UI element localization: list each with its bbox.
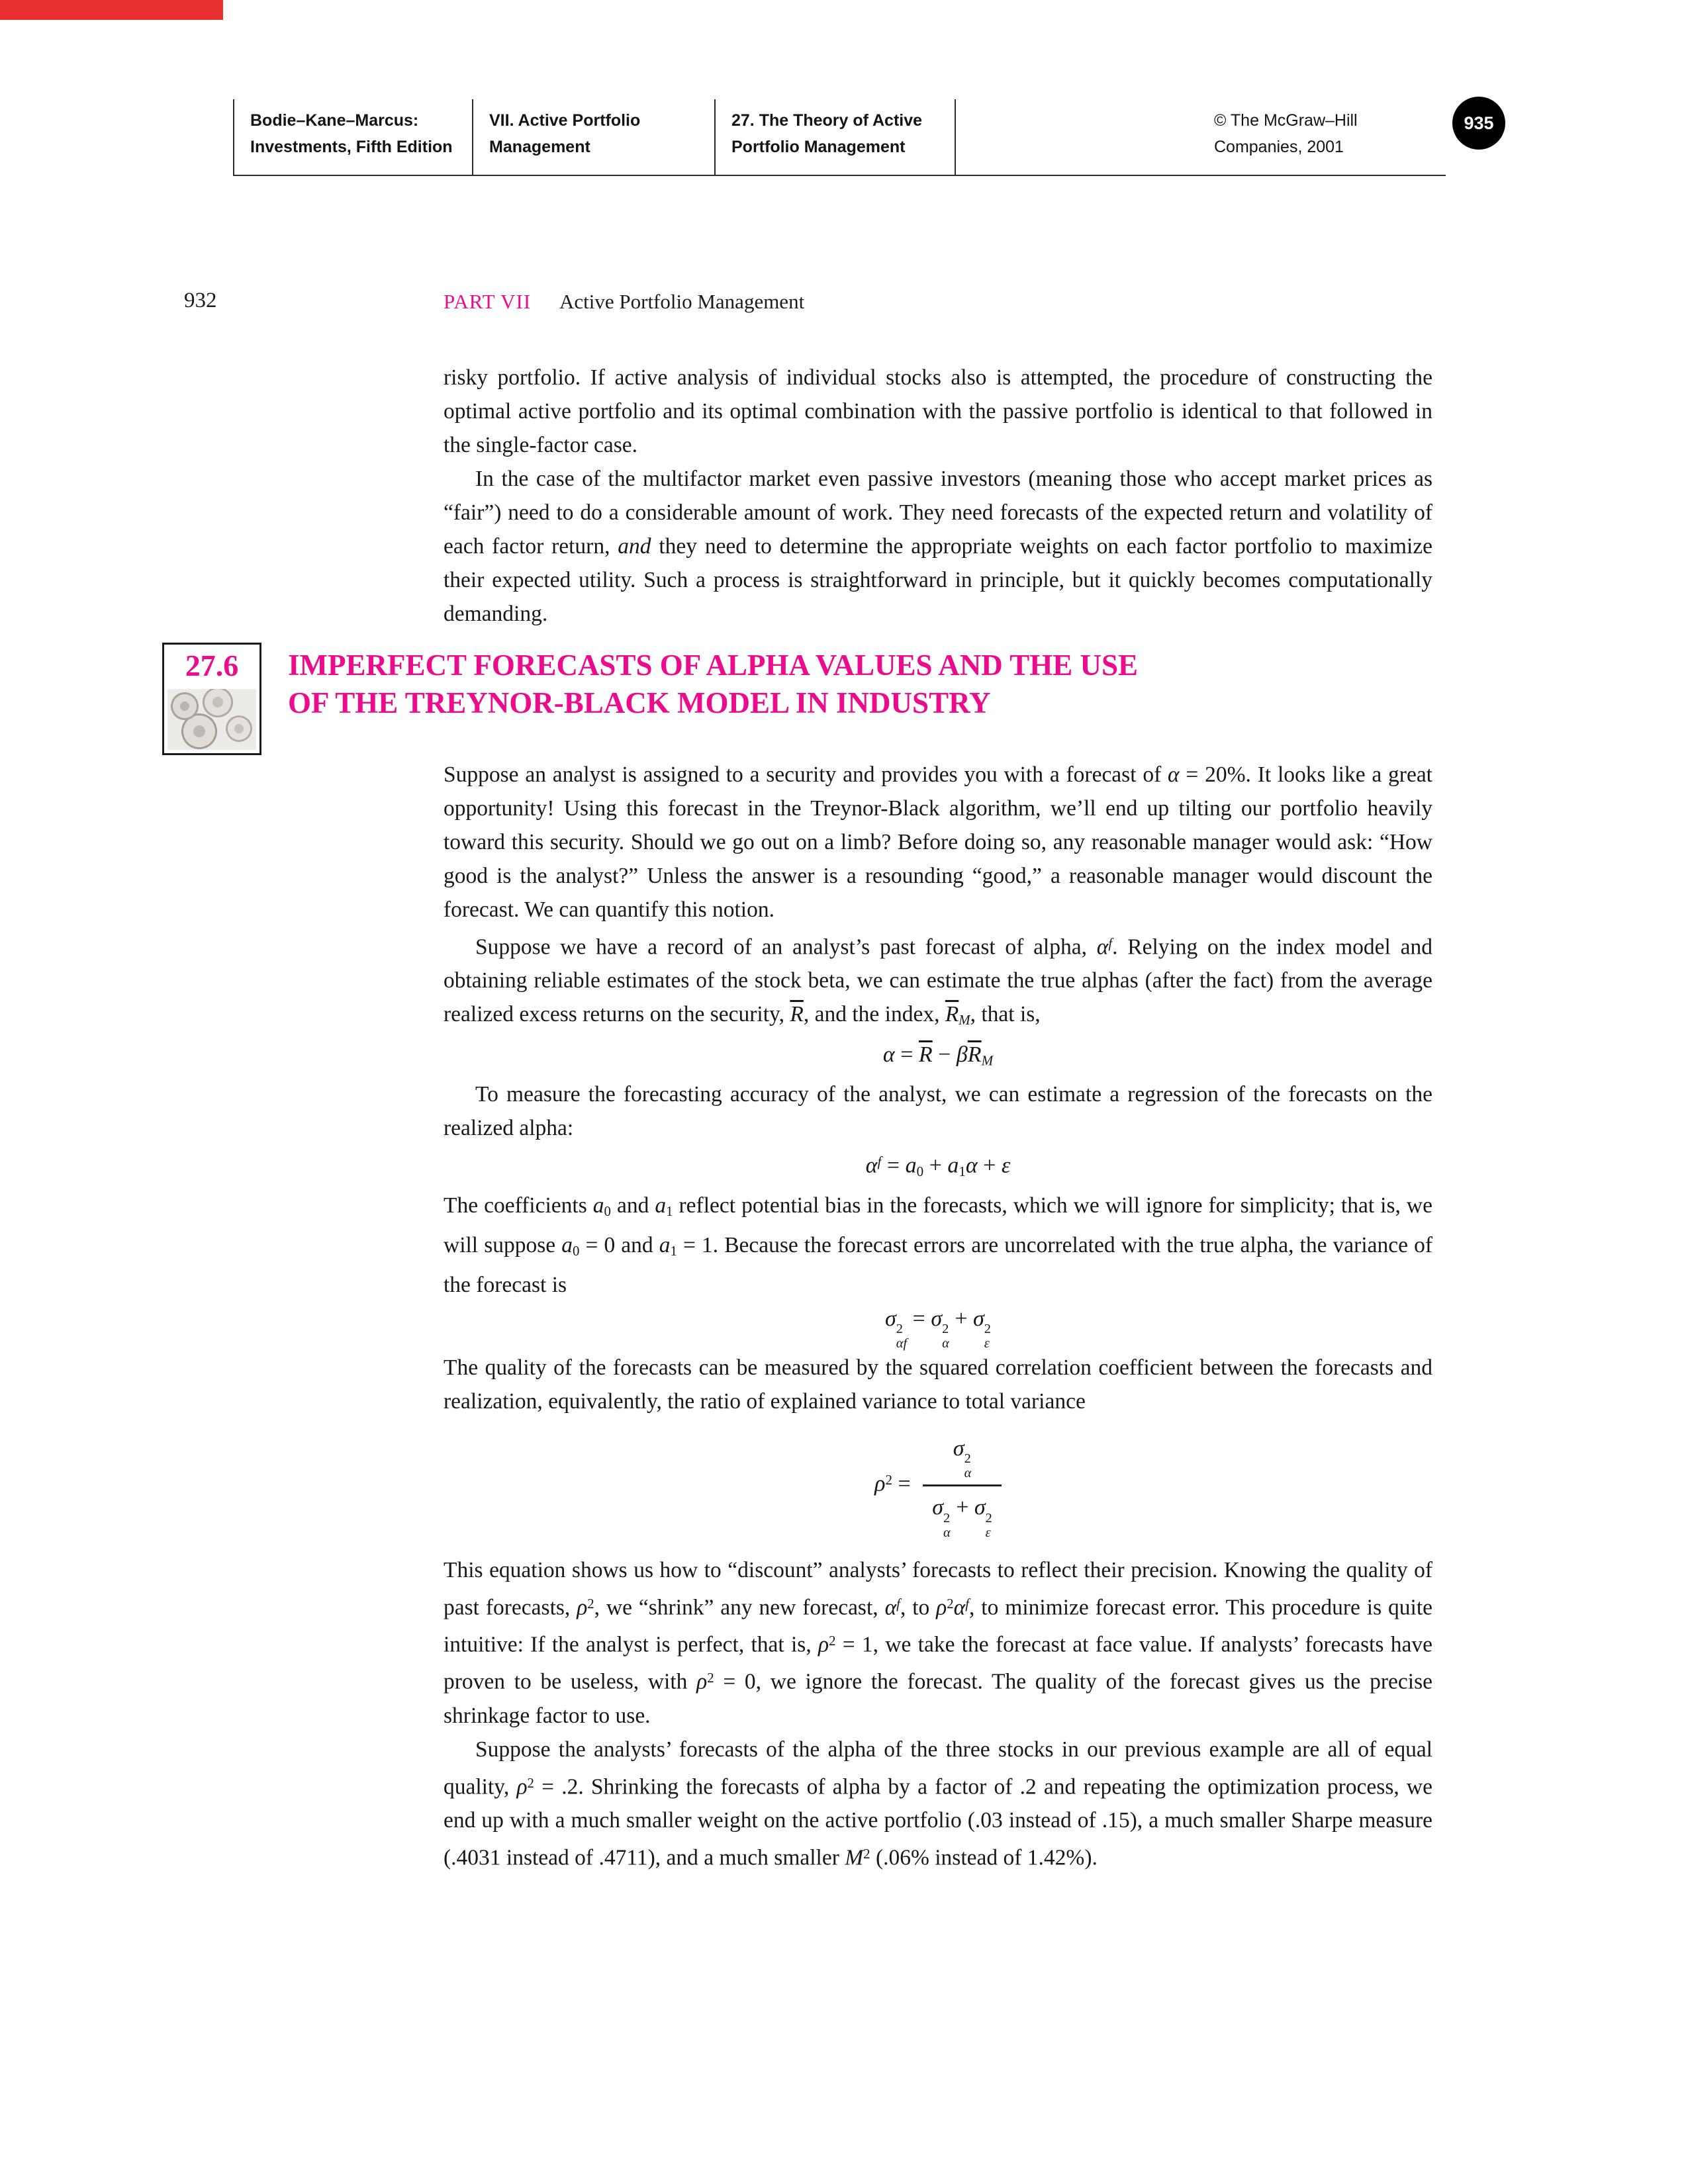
section-heading-27-6 bbox=[185, 647, 1432, 755]
paragraph-coefficients: The coefficients a0 and a1 reflect potential bias in the forecasts, which we will ignore for simplicity; that is, we will suppose a0 = 0 and a1 = 1. Because the forecast errors are uncorrelated with the true alpha, the variance of the forecast is bbox=[444, 1193, 1432, 1297]
print-page-number-badge bbox=[1452, 97, 1505, 150]
paragraph-analyst-forecast: Suppose an analyst is assigned to a security and provides you with a forecast of α = 20%. It looks like a great opportunity! Using this forecast in the Treynor-Black algorithm, we’ll end up tilting our portfolio heavily toward this security. Should we go out on a limb? Before doing so, any reasonable manager would ask: “How good is the analyst?” Unless the answer is a resounding “good,” a reasonable manager would discount the forecast. We can quantify this notion. bbox=[444, 762, 1432, 922]
copyright-notice bbox=[955, 99, 1446, 175]
copyright-line1: © The McGraw–Hill bbox=[1214, 111, 1358, 130]
running-head-part-title: Active Portfolio Management bbox=[559, 290, 805, 313]
chapter-citation bbox=[714, 99, 955, 175]
section-number-box bbox=[162, 643, 261, 755]
part-citation bbox=[472, 99, 714, 175]
copyright-line2: Companies, 2001 bbox=[1214, 138, 1344, 156]
paragraph-equal-quality: Suppose the analysts’ forecasts of the alpha of the three stocks in our previous example are all of equal quality, $\rho^2 = .2$. Shrinking the forecasts of alpha by a factor of .2 and repeating the optimization process, we end up with a much smaller weight on the active portfolio (.03 instead of .15), a much smaller Sharpe measure (.4031 instead of .4711), and a much smaller $M^2$ (.06% instead of 1.42%). bbox=[444, 1737, 1432, 1870]
part-citation-line2: Management bbox=[489, 138, 590, 156]
book-citation-line1: Bodie–Kane–Marcus: bbox=[250, 111, 419, 130]
paragraph-forecast-record: Suppose we have a record of an analyst’s past forecast of alpha, $\alpha^f$. Relying on the index model and obtaining reliable estimates of the stock beta, we can estimate the true alphas (after the fact) from the average realized excess returns on the security, $\overline{R}$, and the index, $\overline{R}M$, that is, bbox=[444, 934, 1432, 1028]
chapter-citation-line2: Portfolio Management bbox=[731, 138, 906, 156]
publication-header bbox=[233, 99, 1446, 176]
formula-alpha-realized: $\alpha = \overline{R} - \beta\overline{R}M$ bbox=[882, 1042, 994, 1068]
body-text-column bbox=[185, 361, 1432, 1874]
print-page-number: 935 bbox=[1464, 113, 1494, 133]
section-number: 27.6 bbox=[185, 649, 239, 682]
paragraph-discount-forecasts: This equation shows us how to “discount” analysts’ forecasts to reflect their precision. Knowing the quality of past forecasts, $\rho^2$, we “shrink” any new forecast, $\alpha^f$, to $\rho^2\alpha^f$, to minimize forecast error. This procedure is quite intuitive: If the analyst is perfect, that is, $\rho^2 = 1$, we take the forecast at face value. If analysts’ forecasts have proven to be useless, with $\rho^2 = 0$, we ignore the forecast. The quality of the forecast gives us the precise shrinkage factor to use. bbox=[444, 1557, 1432, 1728]
chapter-citation-line1: 27. The Theory of Active bbox=[731, 111, 923, 130]
formula-rho-squared: $\rho^2$ = σ 2 α σ 2 α + σ 2 ε bbox=[444, 1432, 1432, 1540]
folio-number: 932 bbox=[184, 289, 217, 312]
paragraph-forecast-quality: The quality of the forecasts can be measured by the squared correlation coefficient between the forecasts and realization, equivalently, the ratio of explained variance to total variance bbox=[444, 1355, 1432, 1414]
section-title-line2: OF THE TREYNOR-BLACK MODEL IN INDUSTRY bbox=[288, 686, 991, 719]
paragraph-risky-portfolio: risky portfolio. If active analysis of individual stocks also is attempted, the procedure of constructing the optimal active portfolio and its optimal combination with the passive portfolio is identical to that followed in the single-factor case. bbox=[444, 365, 1432, 457]
section-title-line1: IMPERFECT FORECASTS OF ALPHA VALUES AND THE USE bbox=[288, 649, 1139, 682]
paragraph-measure-accuracy: To measure the forecasting accuracy of the analyst, we can estimate a regression of the forecasts on the realized alpha: bbox=[444, 1081, 1432, 1140]
book-citation-line2: Investments, Fifth Edition bbox=[250, 138, 453, 156]
formula-forecast-regression: $\alpha^f = a0 + a1\alpha + \varepsilon$ bbox=[865, 1153, 1011, 1179]
part-citation-line1: VII. Active Portfolio bbox=[489, 111, 641, 130]
scan-red-bar bbox=[0, 0, 223, 20]
coins-photo bbox=[167, 689, 256, 750]
formula-forecast-variance: σ 2 αf = σ 2 α + σ 2 ε bbox=[885, 1306, 991, 1351]
paragraph-multifactor-market: In the case of the multifactor market even passive investors (meaning those who accept market prices as “fair”) need to do a considerable amount of work. They need forecasts of the expected return and volatility of each factor return, and they need to determine the appropriate weights on each factor portfolio to maximize their expected utility. Such a process is straightforward in principle, but it quickly becomes computationally demanding. bbox=[444, 467, 1432, 626]
running-head-part-label: PART VII bbox=[444, 290, 532, 313]
section-title bbox=[288, 647, 1432, 722]
book-citation bbox=[233, 99, 472, 175]
